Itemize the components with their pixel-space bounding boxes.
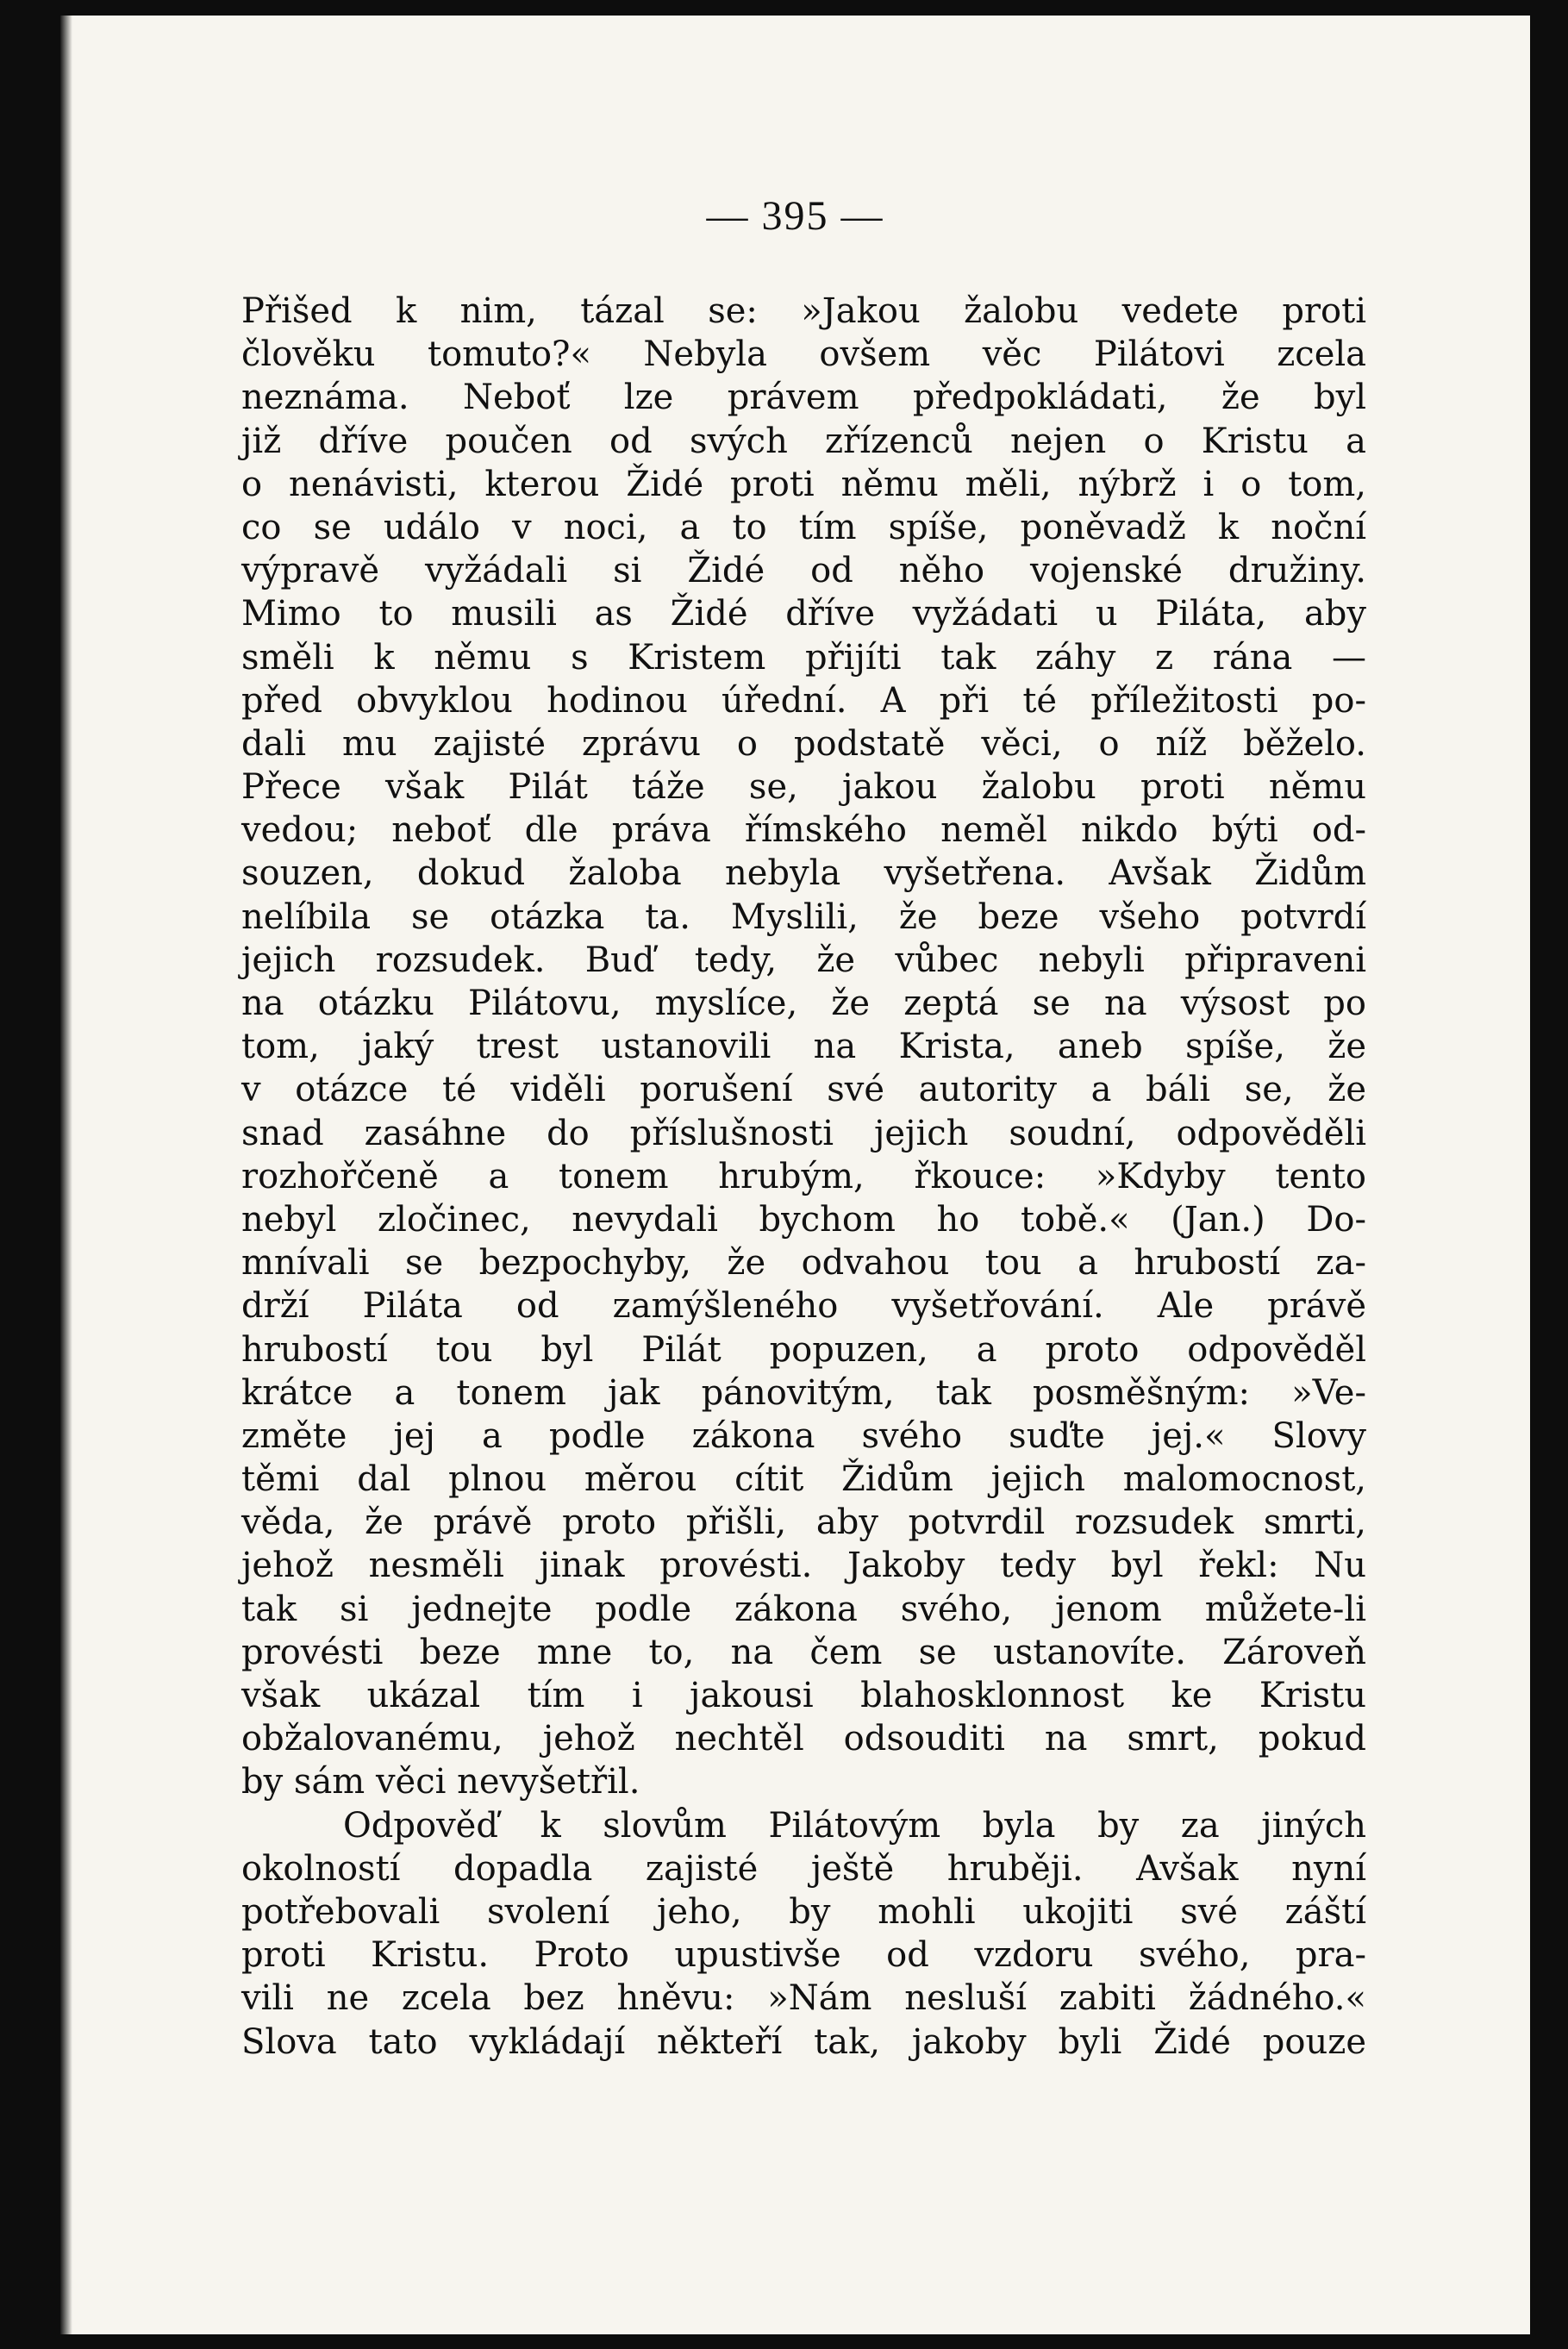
text-line: hrubostí tou byl Pilát popuzen, a proto odpověděl — [241, 1329, 1366, 1370]
text-line: krátce a tonem jak pánovitým, tak posměšným: »Ve- — [241, 1372, 1366, 1413]
text-line: Odpověď k slovům Pilátovým byla by za jiných — [343, 1805, 1366, 1846]
text-line: co se událo v noci, a to tím spíše, poněvadž k noční — [241, 507, 1366, 547]
page-sheet — [60, 16, 1530, 2334]
text-line: nebyl zločinec, nevydali bychom ho tobě.« (Jan.) Do- — [241, 1199, 1366, 1240]
text-line: Přece však Pilát táže se, jakou žalobu proti němu — [241, 767, 1366, 808]
text-line: provésti beze mne to, na čem se ustanovíte. Zároveň — [241, 1632, 1366, 1672]
text-line: souzen, dokud žaloba nebyla vyšetřena. Avšak Židům — [241, 853, 1366, 894]
text-line: tak si jednejte podle zákona svého, jenom můžete-li — [241, 1589, 1366, 1629]
text-line: však ukázal tím i jakousi blahosklonnost ke Kristu — [241, 1676, 1366, 1715]
text-line: Přišed k nim, tázal se: »Jakou žalobu vedete proti — [241, 291, 1366, 331]
text-line: obžalovanému, jehož nechtěl odsouditi na smrt, pokud — [241, 1719, 1366, 1759]
text-line: by sám věci nevyšetřil. — [241, 1762, 640, 1802]
text-line: tom, jaký trest ustanovili na Krista, aneb spíše, že — [241, 1027, 1366, 1067]
text-line: změte jej a podle zákona svého suďte jej.« Slovy — [241, 1415, 1366, 1456]
text-line: dali mu zajisté zprávu o podstatě věci, o níž běželo. — [241, 723, 1366, 764]
text-line: o nenávisti, kterou Židé proti němu měli, nýbrž i o tom, — [241, 464, 1366, 504]
text-line: vili ne zcela bez hněvu: »Nám nesluší zabiti žádného.« — [241, 1978, 1366, 2019]
text-line: směli k němu s Kristem přijíti tak záhy z rána — — [241, 637, 1366, 678]
text-line: mnívali se bezpochyby, že odvahou tou a hrubostí za- — [241, 1243, 1366, 1284]
text-line: neznáma. Neboť lze právem předpokládati, že byl — [241, 378, 1366, 418]
text-line: výpravě vyžádali si Židé od něho vojenské družiny. — [241, 551, 1366, 591]
body-text — [241, 290, 1366, 2064]
text-line: Slova tato vykládají někteří tak, jakoby byli Židé pouze — [241, 2021, 1366, 2062]
text-line: nelíbila se otázka ta. Myslili, že beze všeho potvrdí — [241, 896, 1366, 937]
text-line: v otázce té viděli porušení své autority a báli se, že — [241, 1070, 1366, 1110]
text-line: proti Kristu. Proto upustivše od vzdoru svého, pra- — [241, 1935, 1366, 1976]
text-line: okolností dopadla zajisté ještě hruběji. Avšak nyní — [241, 1848, 1366, 1889]
text-line: před obvyklou hodinou úřední. A při té příležitosti po- — [241, 680, 1366, 721]
text-line: vedou; neboť dle práva římského neměl nikdo býti od- — [241, 810, 1366, 851]
text-line: potřebovali svolení jeho, by mohli ukojiti své záští — [241, 1891, 1366, 1932]
text-line: těmi dal plnou měrou cítit Židům jejich malomocnost, — [241, 1459, 1366, 1500]
text-line: již dříve poučen od svých zřízenců nejen o Kristu a — [241, 421, 1366, 461]
text-line: rozhořčeně a tonem hrubým, řkouce: »Kdyby tento — [241, 1156, 1366, 1196]
text-line: jejich rozsudek. Buď tedy, že vůbec nebyli připraveni — [241, 940, 1366, 980]
text-line: člověku tomuto?« Nebyla ovšem věc Pilátovi zcela — [241, 334, 1366, 375]
text-line: drží Piláta od zamýšleného vyšetřování. Ale právě — [241, 1286, 1366, 1327]
text-line: Mimo to musili as Židé dříve vyžádati u Piláta, aby — [241, 594, 1366, 634]
text-line: věda, že právě proto přišli, aby potvrdil rozsudek smrti, — [241, 1502, 1366, 1543]
text-line: jehož nesměli jinak provésti. Jakoby tedy byl řekl: Nu — [241, 1546, 1366, 1586]
binding-shadow — [60, 16, 72, 2334]
text-line: snad zasáhne do příslušnosti jejich soudní, odpověděli — [241, 1113, 1366, 1153]
text-line: na otázku Pilátovu, myslíce, že zeptá se na výsost po — [241, 984, 1366, 1023]
page-number: — 395 — — [706, 193, 884, 239]
